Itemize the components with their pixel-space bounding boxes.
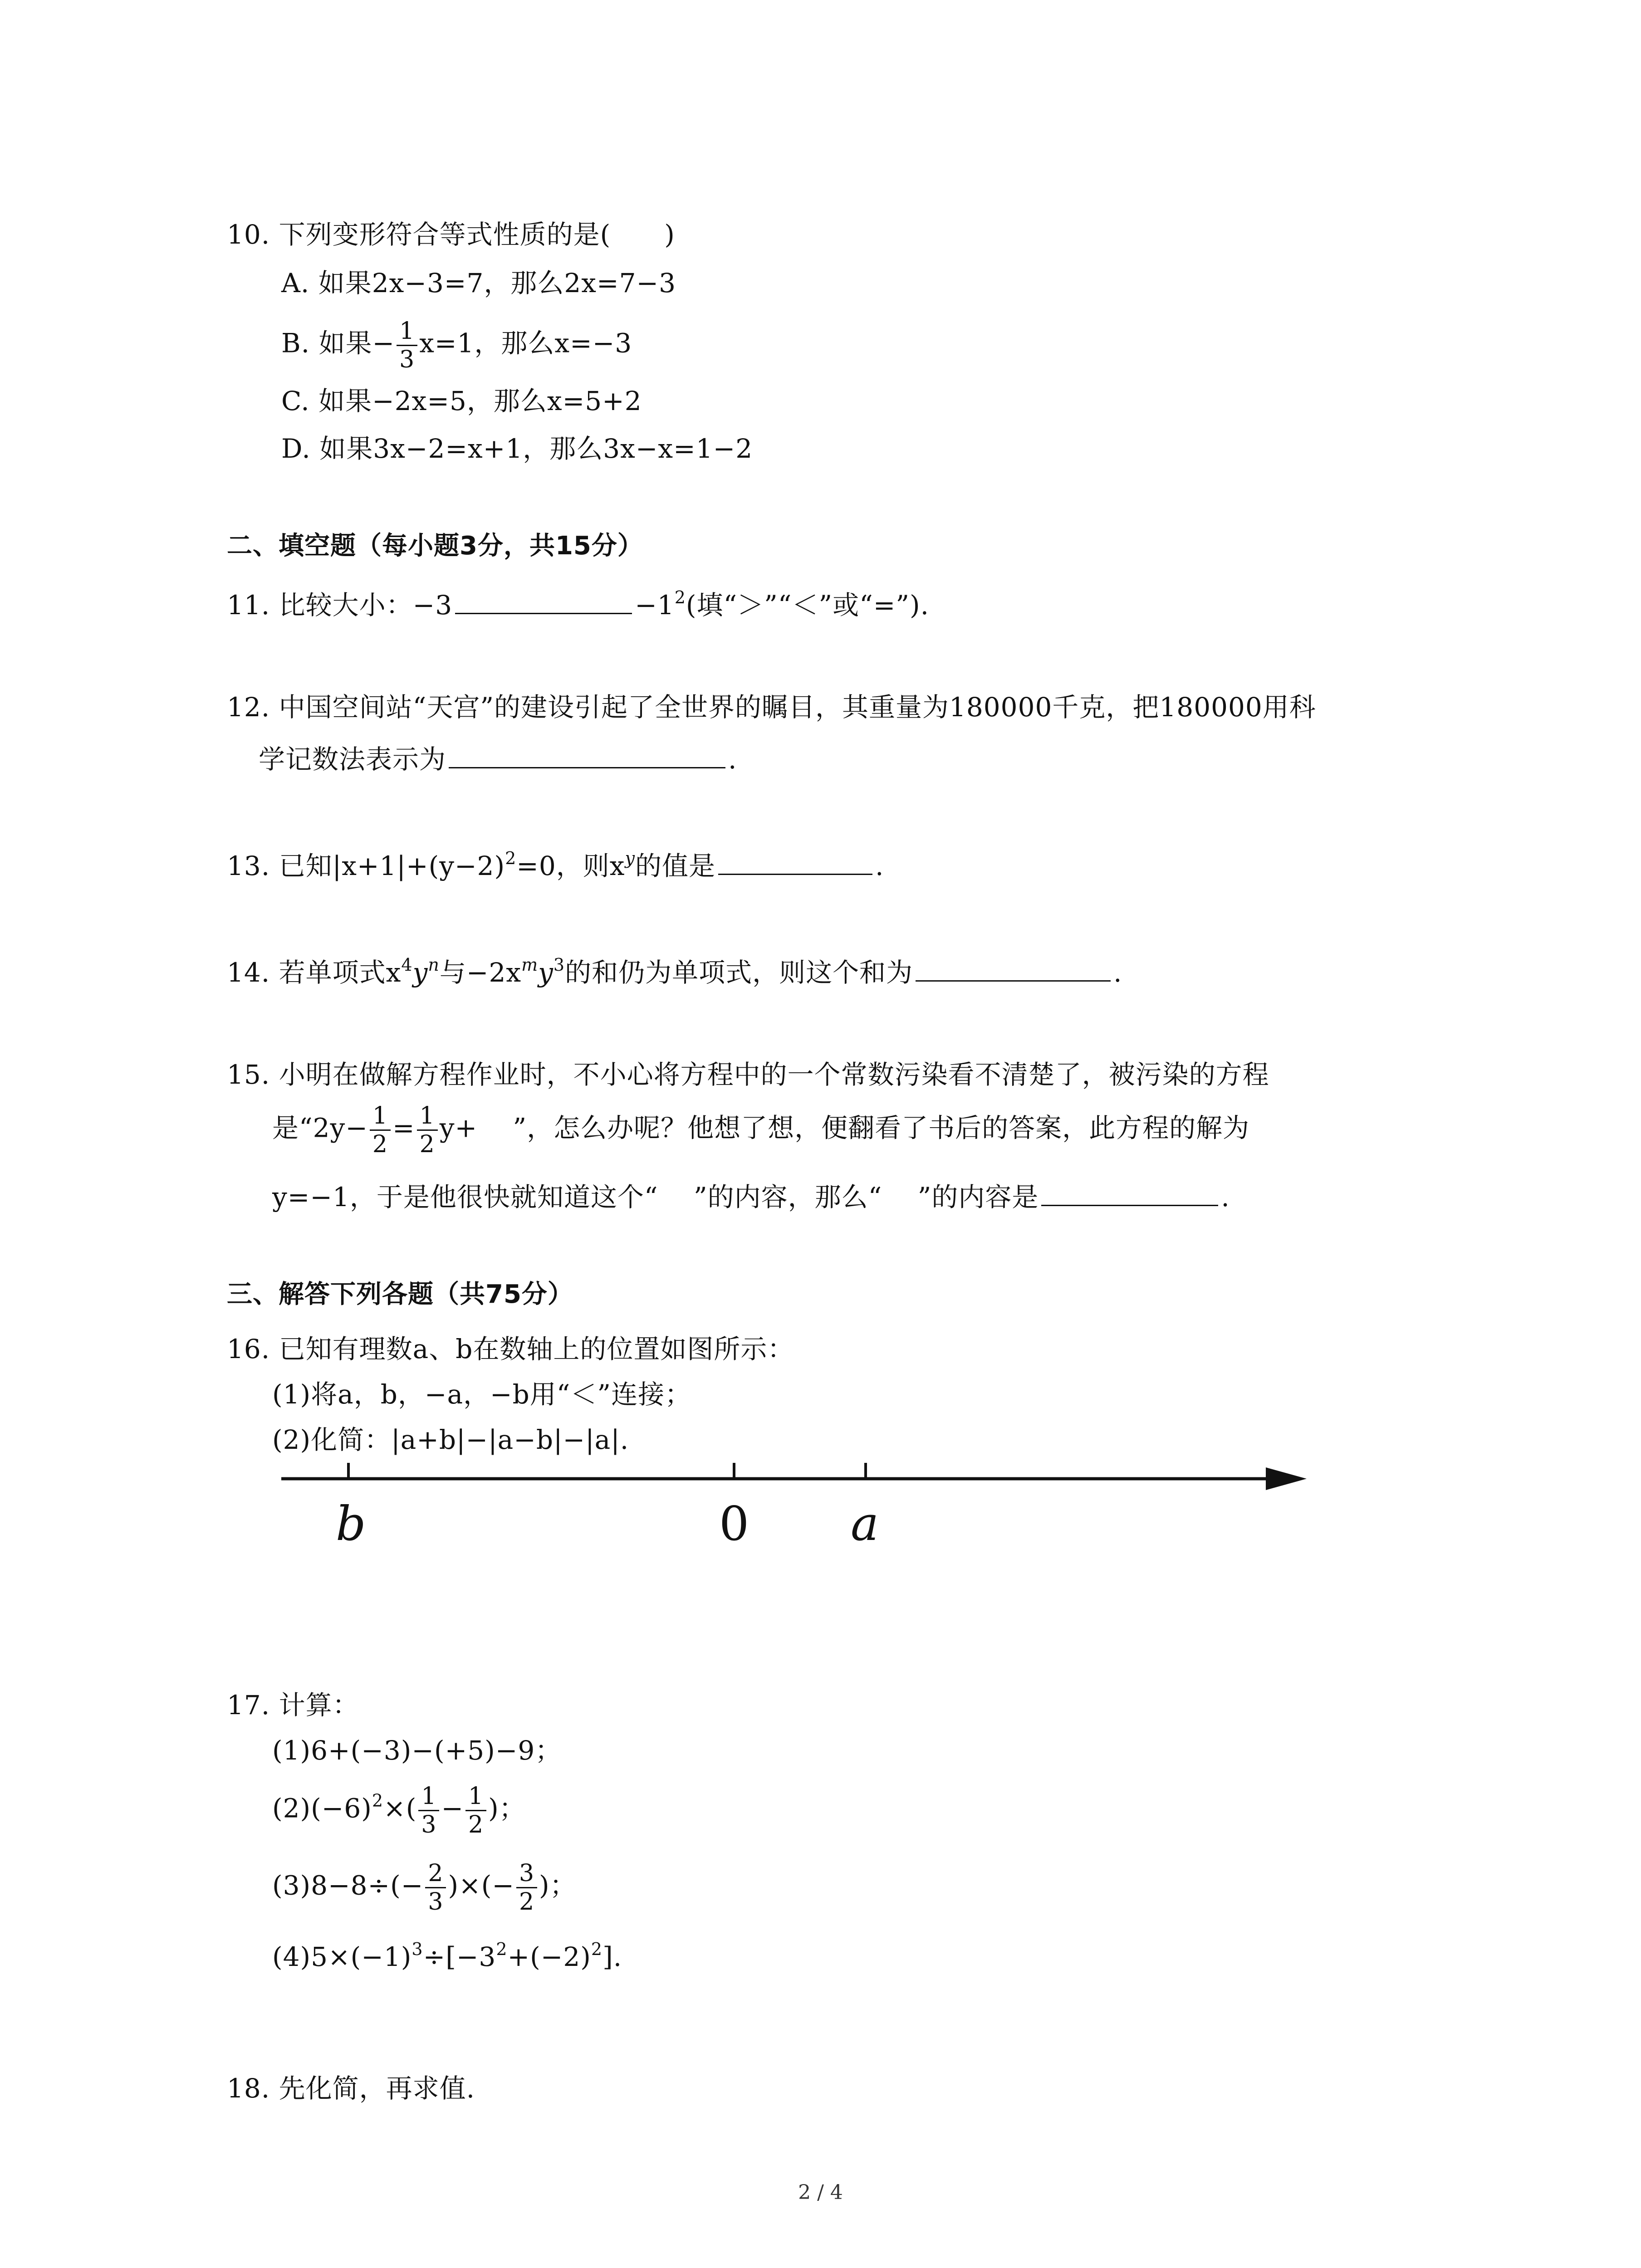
q11 xyxy=(227,587,929,623)
q17-p4-e2: 2 xyxy=(496,1939,508,1959)
q10-b-frac-den: 3 xyxy=(399,346,415,373)
q17-p2-f2-num: 1 xyxy=(465,1783,486,1811)
q17-p2-post: )； xyxy=(488,1793,526,1824)
label-0: 0 xyxy=(719,1496,749,1551)
q16-stem: 16. 已知有理数a、b在数轴上的位置如图所示： xyxy=(227,1334,794,1364)
q15-l2-post: y+ ”，怎么办呢？他想了想，便翻看了书后的答案，此方程的解为 xyxy=(439,1112,1250,1144)
q17-p3-frac2 xyxy=(516,1860,537,1916)
q17-p2-f2-den: 2 xyxy=(468,1811,484,1838)
q15-f2-den: 2 xyxy=(419,1131,435,1158)
q14-end: . xyxy=(1113,957,1122,988)
number-line-figure xyxy=(272,1442,1316,1560)
label-b: b xyxy=(336,1496,366,1551)
q10-option-a: A. 如果2x−3=7，那么2x=7−3 xyxy=(281,268,676,298)
q10-b-frac-num: 1 xyxy=(397,318,417,346)
q17-p2-frac1 xyxy=(418,1783,439,1838)
q17-p2-f1-num: 1 xyxy=(418,1783,439,1811)
q17-stem: 17. 计算： xyxy=(227,1690,359,1721)
q14-post: 的和仍为单项式，则这个和为 xyxy=(565,957,913,988)
section-3-title: 三、解答下列各题（共75分） xyxy=(227,1280,573,1309)
q17-part3 xyxy=(272,1860,577,1916)
q13 xyxy=(227,848,884,884)
q16-part1: (1)将a，b，−a，−b用“＜”连接； xyxy=(272,1379,692,1410)
q18-stem: 18. 先化简，再求值. xyxy=(227,2073,475,2104)
q14-y2: y xyxy=(538,957,554,988)
q15-line1: 15. 小明在做解方程作业时，不小心将方程中的一个常数污染看不清楚了，被污染的方程 xyxy=(227,1059,1269,1090)
q10-option-d: D. 如果3x−2=x+1，那么3x−x=1−2 xyxy=(281,433,753,464)
q15-l2-pre: 是“2y− xyxy=(272,1112,368,1144)
q13-mid: =0，则x xyxy=(516,850,625,881)
q12-answer-blank[interactable] xyxy=(449,743,725,768)
q17-p3-f2-den: 2 xyxy=(519,1888,535,1916)
q17-p4-e3: 2 xyxy=(591,1939,603,1959)
q13-post: 的值是 xyxy=(635,850,715,881)
q17-p3-f2-num: 3 xyxy=(516,1860,537,1888)
q14-e3: m xyxy=(521,955,539,975)
q15-end: . xyxy=(1221,1182,1230,1212)
q11-pre: 11. 比较大小：−3 xyxy=(227,590,453,621)
q15-f1-den: 2 xyxy=(372,1131,388,1158)
q13-answer-blank[interactable] xyxy=(718,849,872,875)
q15-f1-num: 1 xyxy=(370,1102,391,1131)
q15-line2 xyxy=(272,1102,1249,1158)
q17-p3-f1-den: 3 xyxy=(428,1888,444,1916)
q14-e2: n xyxy=(428,955,440,975)
q14-mid: 与−2x xyxy=(439,957,522,988)
q17-part1: (1)6+(−3)−(+5)−9； xyxy=(272,1735,562,1766)
q13-pre: 13. 已知|x+1|+(y−2) xyxy=(227,850,505,881)
q16-part2: (2)化简：|a+b|−|a−b|−|a|. xyxy=(272,1424,629,1455)
number-line-arrow xyxy=(1266,1467,1307,1490)
q14-pre: 14. 若单项式x xyxy=(227,957,402,988)
page-number: 2 / 4 xyxy=(798,2181,843,2204)
q17-p4-mid2: +(−2) xyxy=(507,1941,591,1972)
q15-l3-text: y=−1，于是他很快就知道这个“ ”的内容，那么“ ”的内容是 xyxy=(272,1182,1039,1212)
q14-e4: 3 xyxy=(553,955,565,975)
q10-stem: 10. 下列变形符合等式性质的是( ) xyxy=(227,219,675,250)
q11-answer-blank[interactable] xyxy=(455,588,632,614)
q15-fraction-1 xyxy=(370,1102,391,1158)
q15-f2-num: 1 xyxy=(417,1102,438,1131)
q12-line1: 12. 中国空间站“天宫”的建设引起了全世界的瞩目，其重量为180000千克，把180000用科 xyxy=(227,692,1316,723)
q17-p4-mid: ÷[−3 xyxy=(423,1941,496,1972)
section-2-title: 二、填空题（每小题3分，共15分） xyxy=(227,531,643,561)
q12-end: . xyxy=(728,744,737,775)
q13-exp2: y xyxy=(625,848,635,868)
q17-p4-post: ]. xyxy=(603,1941,622,1972)
q17-p4-e1: 3 xyxy=(411,1939,423,1959)
q17-p3-mid: )×(− xyxy=(448,1870,514,1901)
q17-part2 xyxy=(272,1783,526,1838)
q17-p3-f1-num: 2 xyxy=(425,1860,446,1888)
q17-p2-pre: (2)(−6) xyxy=(272,1793,372,1824)
q15-line3 xyxy=(272,1179,1230,1215)
q10-b-post: x=1，那么x=−3 xyxy=(419,327,632,359)
q11-exp: 2 xyxy=(674,587,686,607)
q12-line2 xyxy=(259,742,737,777)
q14-y1: y xyxy=(412,957,428,988)
q15-answer-blank[interactable] xyxy=(1041,1180,1218,1206)
q10-b-fraction xyxy=(397,318,417,373)
q15-l2-mid: = xyxy=(392,1112,415,1144)
q17-p2-frac2 xyxy=(465,1783,486,1838)
q13-end: . xyxy=(875,850,884,881)
q17-p2-f1-den: 3 xyxy=(421,1811,437,1838)
q17-p3-pre: (3)8−8÷(− xyxy=(272,1870,424,1901)
q17-p2-minus: − xyxy=(441,1793,464,1824)
q14-e1: 4 xyxy=(401,955,413,975)
q10-option-c: C. 如果−2x=5，那么x=5+2 xyxy=(281,386,642,416)
q15-fraction-2 xyxy=(417,1102,438,1158)
q17-p2-exp: 2 xyxy=(372,1790,384,1811)
q17-p3-post: )； xyxy=(539,1870,577,1901)
q10-option-b xyxy=(281,318,632,373)
q14-answer-blank[interactable] xyxy=(916,956,1111,982)
q10-b-pre: B. 如果− xyxy=(281,327,395,359)
q13-exp: 2 xyxy=(505,848,517,868)
q17-part4 xyxy=(272,1939,622,1975)
q17-p2-mid: ×( xyxy=(383,1793,417,1824)
q17-p3-frac1 xyxy=(425,1860,446,1916)
label-a: a xyxy=(851,1496,879,1551)
q14 xyxy=(227,955,1122,990)
q11-post: (填“＞”“＜”或“=”). xyxy=(686,590,930,621)
q17-p4-pre: (4)5×(−1) xyxy=(272,1941,412,1972)
q12-text: 学记数法表示为 xyxy=(259,744,446,775)
q11-mid: −1 xyxy=(635,590,675,621)
